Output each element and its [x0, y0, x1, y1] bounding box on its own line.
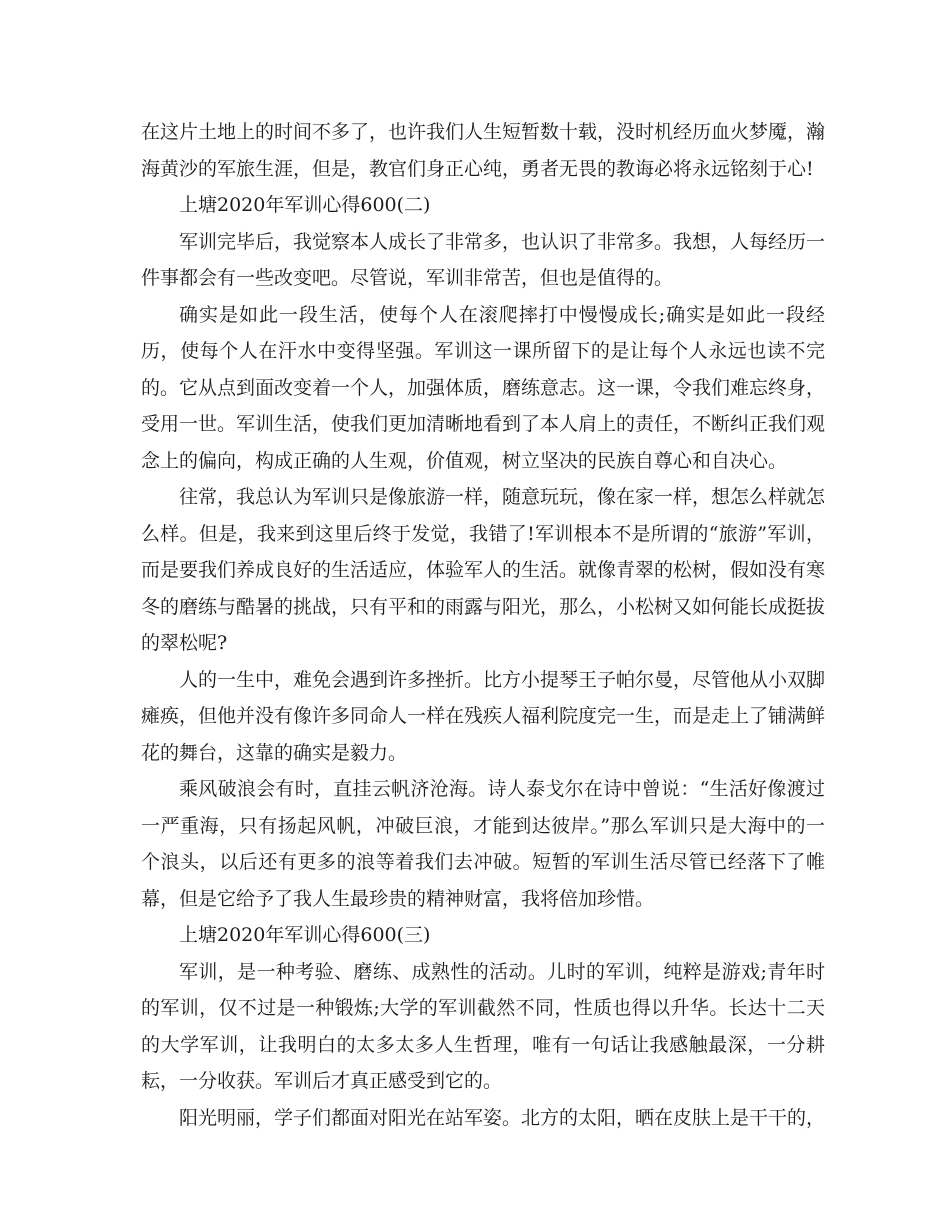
- paragraph-10: 阳光明丽，学子们都面对阳光在站军姿。北方的太阳，晒在皮肤上是干干的，: [179, 1106, 826, 1129]
- section-heading-3: 上塘2020年军训心得600(三): [179, 924, 431, 946]
- paragraph-7: 乘风破浪会有时，直挂云帆济沧海。诗人泰戈尔在诗中曾说：“生活好像渡过一严重海，只有扬起风帆，冲破巨浪，才能到达彼岸。”那么军训只是大海中的一个浪头，以后还有更多的浪等着我们去冲破。短暂的军训生活尽管已经落下了帷幕，但是它给予了我人生最珍贵的精神财富，我将倍加珍惜。: [141, 778, 825, 910]
- paragraph-6: 人的一生中，难免会遇到许多挫折。比方小提琴王子帕尔曼，尽管他从小双脚瘫痪，但他并没有像许多同命人一样在残疾人福利院度完一生，而是走上了铺满鲜花的舞台，这靠的确实是毅力。: [141, 668, 826, 764]
- paragraph-3: 军训完毕后，我觉察本人成长了非常多，也认识了非常多。我想，人每经历一件事都会有一些改变吧。尽管说，军训非常苦，但也是值得的。: [141, 230, 826, 289]
- paragraph-5: 往常，我总认为军训只是像旅游一样，随意玩玩，像在家一样，想怎么样就怎么样。但是，我来到这里后终于发觉，我错了!军训根本不是所谓的“旅游”军训，而是要我们养成良好的生活适应，体验军人的生活。就像青翠的松树，假如没有寒冬的磨练与酷暑的挑战，只有平和的雨露与阳光，那么，小松树又如何能长成挺拔的翠松呢?: [141, 486, 826, 654]
- document-body: [141, 114, 825, 1136]
- section-heading-2: 上塘2020年军训心得600(二): [179, 194, 431, 216]
- paragraph-1: 在这片土地上的时间不多了，也许我们人生短暂数十载，没时机经历血火梦魇，瀚海黄沙的军旅生涯，但是，教官们身正心纯，勇者无畏的教诲必将永远铭刻于心!: [141, 121, 826, 180]
- paragraph-9: 军训，是一种考验、磨练、成熟性的活动。儿时的军训，纯粹是游戏;青年时的军训，仅不过是一种锻炼;大学的军训截然不同，性质也得以升华。长达十二天的大学军训，让我明白的太多太多人生哲理，唯有一句话让我感触最深，一分耕耘，一分收获。军训后才真正感受到它的。: [141, 960, 825, 1092]
- paragraph-4: 确实是如此一段生活，使每个人在滚爬摔打中慢慢成长;确实是如此一段经历，使每个人在汗水中变得坚强。军训这一课所留下的是让每个人永远也读不完的。它从点到面改变着一个人，加强体质，磨练意志。这一课，令我们难忘终身，受用一世。军训生活，使我们更加清晰地看到了本人肩上的责任，不断纠正我们观念上的偏向，构成正确的人生观，价值观，树立坚决的民族自尊心和自决心。: [141, 303, 826, 472]
